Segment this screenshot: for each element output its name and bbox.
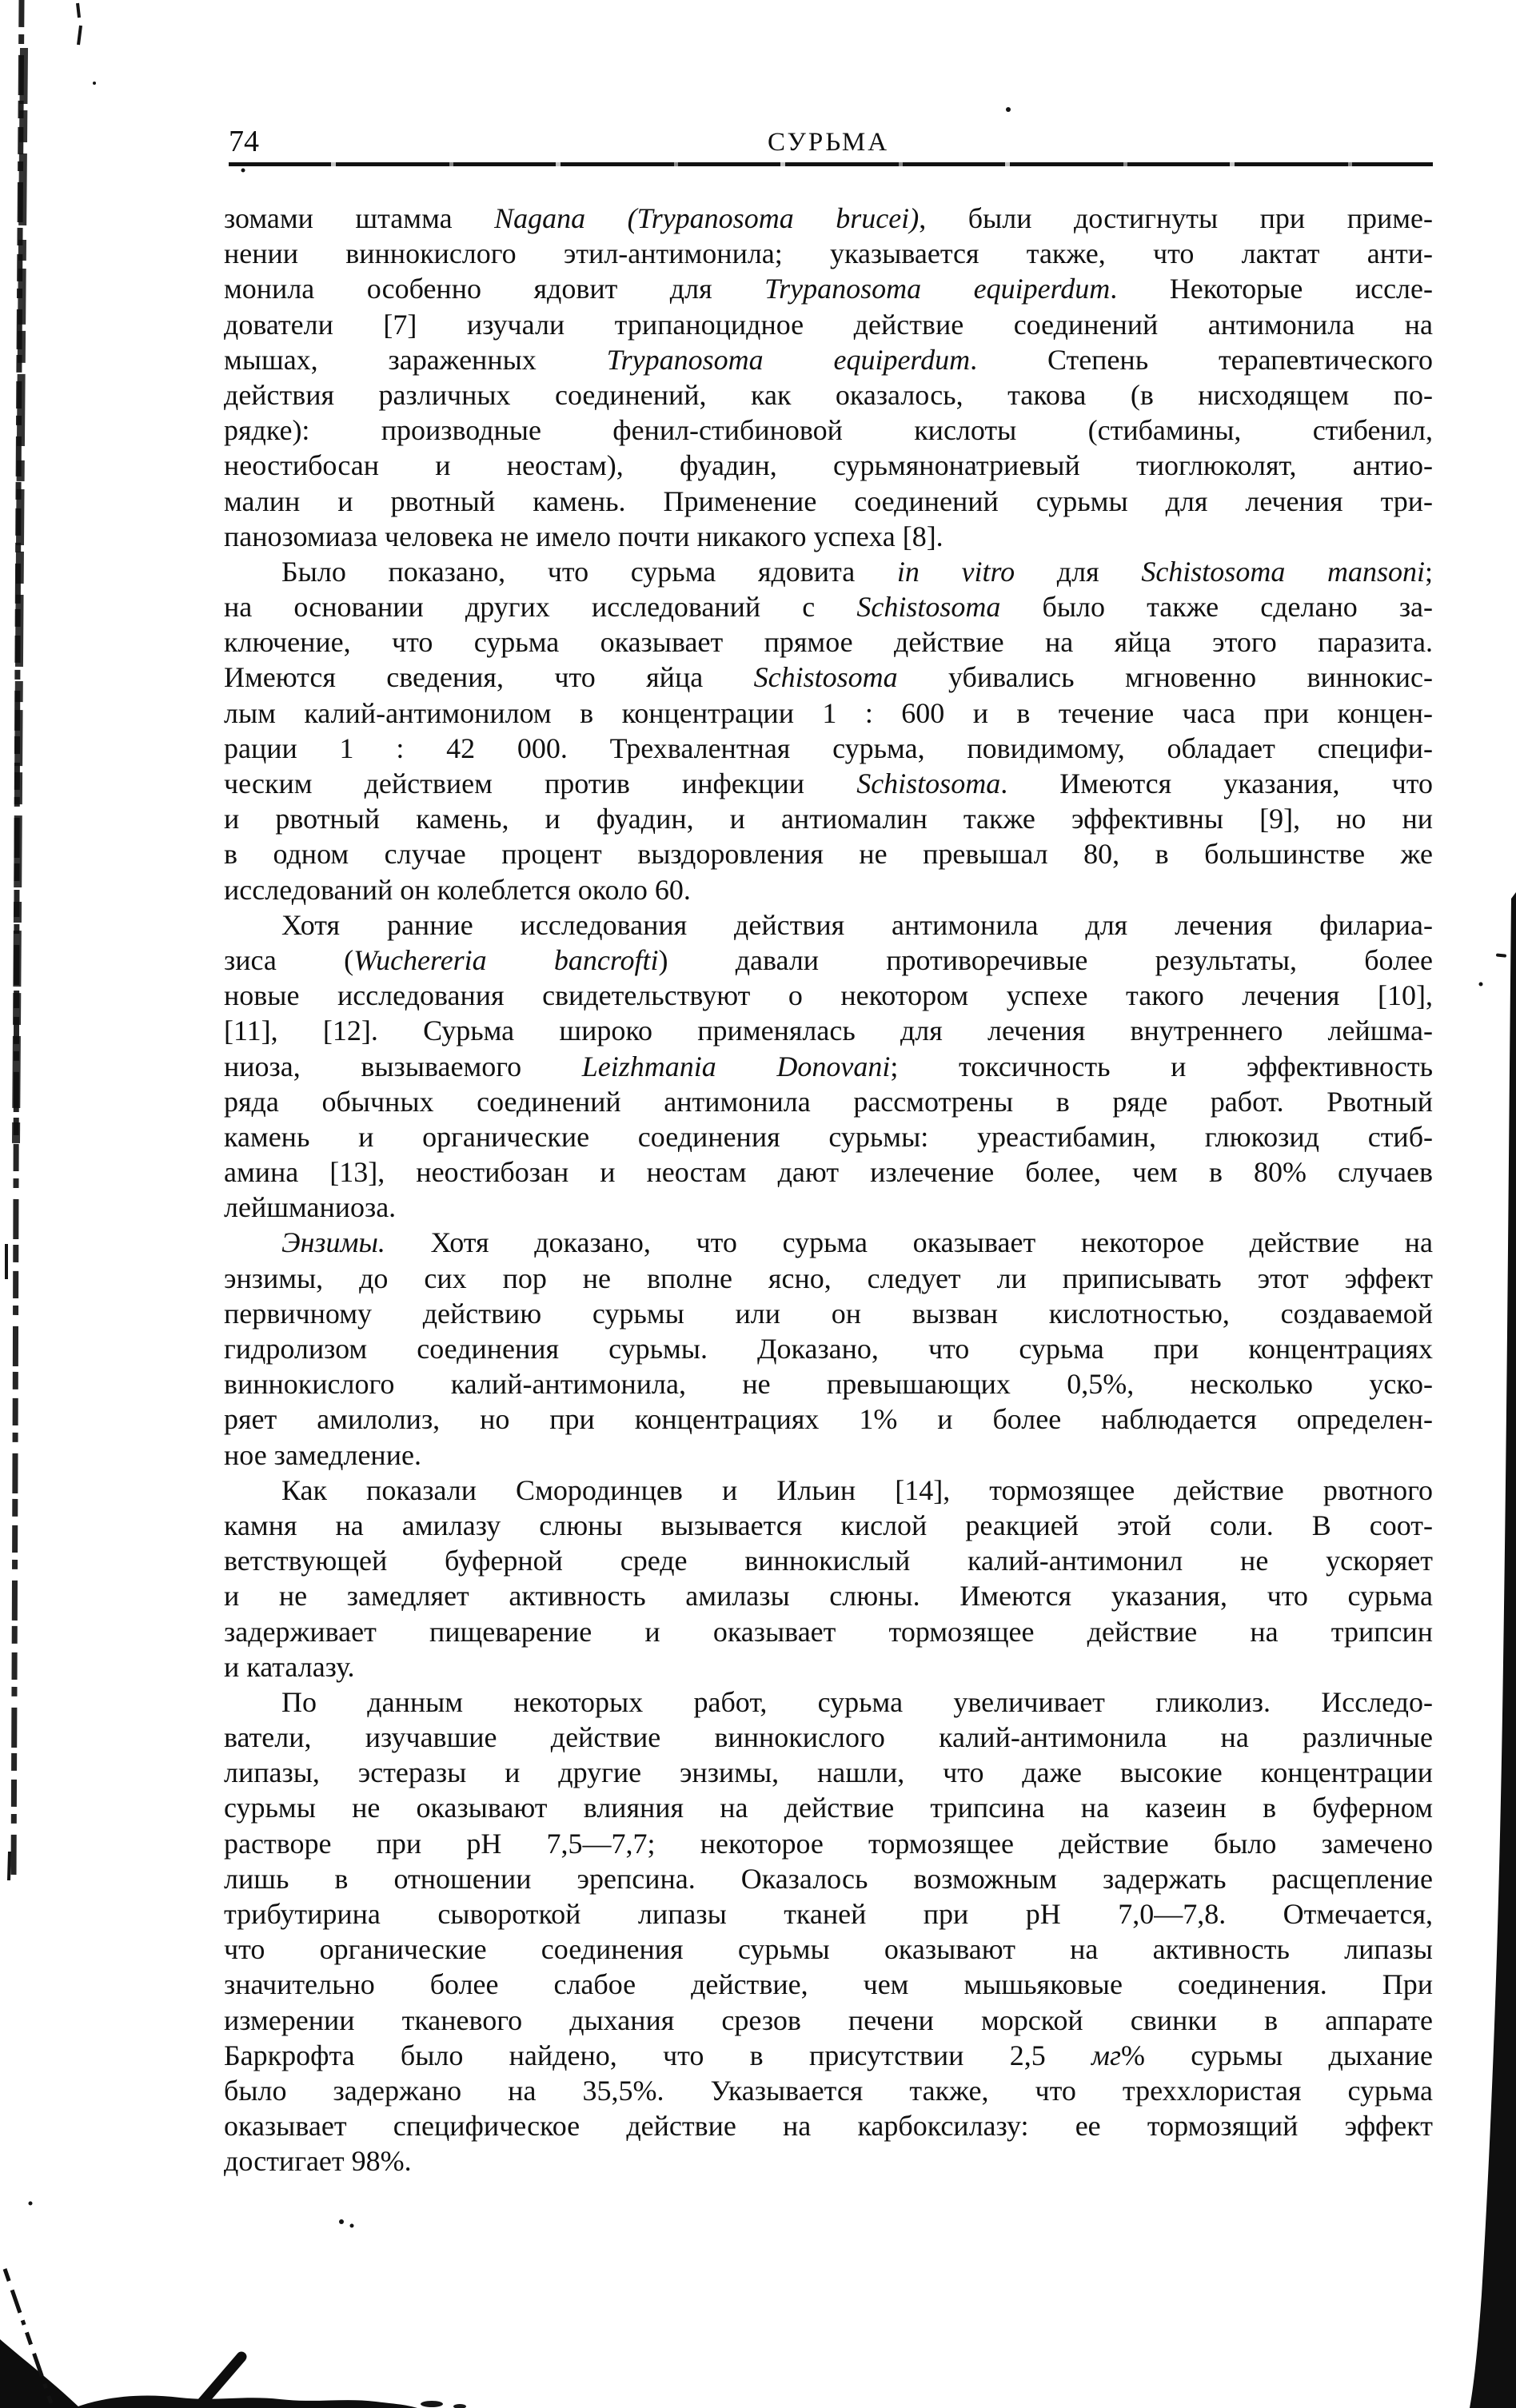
text-segment: лым калий-антимонилом в концентрации 1 : 600 и в течение часа при концен- bbox=[224, 696, 1433, 729]
text-line bbox=[224, 2143, 1433, 2179]
text-line bbox=[224, 766, 1433, 801]
text-segment: нении виннокислого этил-антимонила; указывается также, что лактат анти- bbox=[224, 237, 1433, 270]
text-segment: значительно более слабое действие, чем мышьяковые соединения. При bbox=[224, 1968, 1433, 2001]
text-segment: [11], [12]. Сурьма широко применялась для лечения внутреннего лейшма- bbox=[224, 1015, 1433, 1047]
italic-text-segment: in vitro bbox=[896, 555, 1015, 588]
left-margin-dash-marks bbox=[6, 1244, 10, 1880]
text-segment: зомами штамма bbox=[224, 202, 495, 234]
paragraph bbox=[224, 907, 1433, 1226]
text-line bbox=[224, 872, 1433, 907]
text-line bbox=[224, 1932, 1433, 1967]
text-segment: липазы, эстеразы и другие энзимы, нашли, что даже высокие концентрации bbox=[224, 1756, 1433, 1789]
text-segment: в одном случае процент выздоровления не превышал 80, в большинстве же bbox=[224, 838, 1433, 871]
text-line bbox=[224, 836, 1433, 871]
text-line bbox=[224, 1119, 1433, 1154]
text-segment: было задержано на 35,5%. Указывается также, что треххлористая сурьма bbox=[224, 2074, 1433, 2107]
text-line bbox=[224, 2003, 1433, 2038]
italic-text-segment: Schistosoma bbox=[856, 591, 1001, 624]
speck-dot bbox=[339, 2219, 344, 2224]
page-number: 74 bbox=[229, 125, 259, 158]
scan-binding-edge-left bbox=[14, 0, 22, 1879]
text-segment: Было показано, что сурьма ядовита bbox=[281, 555, 897, 588]
text-line bbox=[224, 1578, 1433, 1613]
page-fold-bottom-smudge bbox=[74, 2396, 417, 2408]
text-line bbox=[224, 1296, 1433, 1331]
text-segment: достигает 98%. bbox=[224, 2145, 412, 2178]
paragraph bbox=[224, 201, 1433, 554]
text-line bbox=[224, 660, 1433, 695]
text-segment: ; токсичность и эффективность bbox=[890, 1050, 1433, 1082]
speck-dot bbox=[350, 2224, 354, 2228]
paragraph bbox=[224, 554, 1433, 907]
text-line bbox=[224, 1790, 1433, 1825]
text-segment: По данным некоторых работ, сурьма увеличивает гликолиз. Исследо- bbox=[281, 1685, 1433, 1718]
speck-dot bbox=[93, 82, 96, 85]
italic-text-segment: Schistosoma mansoni bbox=[1141, 555, 1425, 588]
text-segment: сурьмы не оказывают влияния на действие трипсина на казеин в буферном bbox=[224, 1792, 1433, 1824]
text-line bbox=[224, 1508, 1433, 1543]
text-segment: растворе при pH 7,5—7,7; некоторое тормозящее действие было замечено bbox=[224, 1827, 1433, 1860]
text-segment: энзимы, до сих пор не вполне ясно, следует ли приписывать этот эффект bbox=[224, 1262, 1433, 1294]
text-segment: камня на амилазу слюны вызывается кислой реакцией этой соли. В соот- bbox=[224, 1509, 1433, 1541]
text-segment: гидролизом соединения сурьмы. Доказано, что сурьма при концентрациях bbox=[224, 1333, 1433, 1365]
text-segment: камень и органические соединения сурьмы: уреастибамин, глюкозид стиб- bbox=[224, 1120, 1433, 1153]
text-segment: ) давали противоречивые результаты, более bbox=[658, 943, 1433, 976]
paragraph bbox=[224, 1225, 1433, 1472]
text-line bbox=[224, 1261, 1433, 1296]
text-segment: ; bbox=[1424, 555, 1433, 588]
text-line bbox=[224, 907, 1433, 943]
right-margin-tick bbox=[1496, 953, 1506, 957]
text-line bbox=[224, 1755, 1433, 1790]
speck-below-rule bbox=[241, 169, 245, 173]
text-segment: неостибосан и неостам), фуадин, сурьмянонатриевый тиоглюколят, антио- bbox=[224, 449, 1433, 482]
text-line bbox=[224, 342, 1433, 377]
text-segment: убивались мгновенно виннокис- bbox=[897, 661, 1433, 694]
text-segment: ряет амилолиз, но при концентрациях 1% и более наблюдается определен- bbox=[224, 1403, 1433, 1436]
smudge-blob bbox=[453, 2404, 466, 2408]
text-segment: измерении тканевого дыхания срезов печени морской свинки в аппарате bbox=[224, 2003, 1433, 2036]
text-segment: ветствующей буферной среде виннокислый калий-антимонил не ускоряет bbox=[224, 1545, 1433, 1577]
text-line bbox=[224, 696, 1433, 731]
text-line bbox=[224, 978, 1433, 1013]
text-line bbox=[224, 624, 1433, 660]
text-line bbox=[224, 1720, 1433, 1755]
header-rule bbox=[229, 162, 1433, 166]
scan-binding-edge-left-heavy bbox=[16, 48, 24, 1143]
text-line bbox=[224, 377, 1433, 413]
text-line bbox=[224, 1649, 1433, 1684]
paragraph bbox=[224, 1473, 1433, 1684]
text-line bbox=[224, 2073, 1433, 2108]
text-line bbox=[224, 1013, 1433, 1048]
text-line bbox=[224, 1225, 1433, 1260]
text-segment: Как показали Смородинцев и Ильин [14], тормозящее действие рвотного bbox=[281, 1473, 1433, 1506]
text-segment: действия различных соединений, как оказалось, такова (в нисходящем по- bbox=[224, 378, 1433, 411]
text-line bbox=[224, 1366, 1433, 1401]
text-line bbox=[224, 1826, 1433, 1861]
text-line bbox=[224, 519, 1433, 554]
running-header-title: СУРЬМА bbox=[767, 128, 890, 157]
italic-text-segment: Энзимы. bbox=[281, 1226, 385, 1259]
text-segment: дователи [7] изучали трипаноцидное действие соединений антимонила на bbox=[224, 308, 1433, 341]
text-line bbox=[224, 413, 1433, 448]
italic-text-segment: Trypanosoma equiperdum bbox=[606, 343, 971, 376]
text-line bbox=[224, 554, 1433, 589]
text-line bbox=[224, 731, 1433, 766]
text-line bbox=[224, 1684, 1433, 1720]
page-fold-dashed-crease bbox=[5, 2269, 51, 2403]
page-fold-corner-triangle bbox=[0, 2339, 80, 2408]
text-segment: и не замедляет активность амилазы слюны. Имеются указания, что сурьма bbox=[224, 1580, 1433, 1613]
text-segment: лишь в отношении эрепсина. Оказалось возможным задержать расщепление bbox=[224, 1862, 1433, 1895]
text-segment: , были достигнуты при приме- bbox=[919, 202, 1433, 234]
text-line bbox=[224, 1967, 1433, 2002]
text-line bbox=[224, 1543, 1433, 1578]
text-segment: амина [13], неостибозан и неостам дают излечение более, чем в 80% случаев bbox=[224, 1156, 1433, 1189]
text-segment: % сурьмы дыхание bbox=[1121, 2039, 1433, 2071]
text-line bbox=[224, 2108, 1433, 2143]
text-segment: новые исследования свидетельствуют о некотором успехе такого лечения [10], bbox=[224, 979, 1433, 1012]
text-segment: задерживает пищеварение и оказывает тормозящее действие на трипсин bbox=[224, 1615, 1433, 1648]
text-segment: . Степень терапевтического bbox=[970, 343, 1433, 376]
text-segment: для bbox=[1015, 555, 1142, 588]
text-line bbox=[224, 484, 1433, 519]
text-line bbox=[224, 1437, 1433, 1473]
text-segment: ватели, изучавшие действие виннокислого калий-антимонила на различные bbox=[224, 1721, 1433, 1754]
text-segment: первичному действию сурьмы или он вызван кислотностью, создаваемой bbox=[224, 1297, 1433, 1330]
italic-text-segment: Schistosoma bbox=[856, 767, 1001, 799]
text-segment: оказывает специфическое действие на карбоксилазу: ее тормозящий эффект bbox=[224, 2110, 1433, 2143]
text-line bbox=[224, 271, 1433, 306]
scan-gutter-shadow-right bbox=[1470, 892, 1516, 2408]
top-left-specks bbox=[78, 3, 81, 45]
paragraph bbox=[224, 1684, 1433, 2179]
page-fold-check-stroke bbox=[201, 2357, 241, 2403]
text-segment: зиса ( bbox=[224, 943, 354, 976]
text-line bbox=[224, 236, 1433, 271]
speck-dot bbox=[29, 2202, 33, 2206]
text-segment: рядке): производные фенил-стибиновой кислоты (стибамины, стибенил, bbox=[224, 414, 1433, 447]
text-segment: Баркрофта было найдено, что в присутствии 2,5 bbox=[224, 2039, 1091, 2071]
text-segment: Хотя доказано, что сурьма оказывает некоторое действие на bbox=[385, 1226, 1433, 1259]
text-line bbox=[224, 1154, 1433, 1190]
text-segment: ческим действием против инфекции bbox=[224, 767, 857, 799]
text-line bbox=[224, 1861, 1433, 1896]
text-line bbox=[224, 1331, 1433, 1366]
text-segment: трибутирина сывороткой липазы тканей при pH 7,0—7,8. Отмечается, bbox=[224, 1898, 1433, 1930]
text-line bbox=[224, 1190, 1433, 1225]
text-line bbox=[224, 1614, 1433, 1649]
smudge-blob bbox=[421, 2401, 443, 2407]
italic-text-segment: Nagana (Trypanosoma brucei) bbox=[494, 202, 920, 234]
text-segment: . Некоторые иссле- bbox=[1110, 273, 1433, 305]
text-segment: рации 1 : 42 000. Трехвалентная сурьма, повидимому, обладает специфи- bbox=[224, 732, 1433, 764]
text-segment: ное замедление. bbox=[224, 1438, 421, 1471]
text-line bbox=[224, 943, 1433, 978]
text-segment: мышах, зараженных bbox=[224, 343, 607, 376]
text-line bbox=[224, 448, 1433, 483]
text-segment: и каталазу. bbox=[224, 1650, 355, 1683]
text-segment: ряда обычных соединений антимонила рассмотрены в ряде работ. Рвотный bbox=[224, 1085, 1433, 1118]
text-line bbox=[224, 201, 1433, 236]
text-segment: монила особенно ядовит для bbox=[224, 273, 765, 305]
text-column bbox=[224, 201, 1433, 2179]
text-segment: . Имеются указания, что bbox=[1000, 767, 1434, 799]
text-line bbox=[224, 589, 1433, 624]
text-line bbox=[224, 307, 1433, 342]
italic-text-segment: Wuchereria bancrofti bbox=[353, 943, 659, 976]
text-segment: виннокислого калий-антимонила, не превышающих 0,5%, несколько уско- bbox=[224, 1368, 1433, 1401]
text-segment: ключение, что сурьма оказывает прямое действие на яйца этого паразита. bbox=[224, 626, 1433, 659]
speck-above-title bbox=[1006, 107, 1011, 112]
text-segment: Имеются сведения, что яйца bbox=[224, 661, 754, 694]
text-line bbox=[224, 1401, 1433, 1437]
text-segment: панозомиаза человека не имело почти никакого успеха [8]. bbox=[224, 520, 944, 552]
right-margin-dot bbox=[1479, 983, 1483, 987]
italic-text-segment: Leizhmania Donovani bbox=[581, 1050, 891, 1082]
italic-text-segment: мг bbox=[1091, 2039, 1122, 2071]
text-segment: Хотя ранние исследования действия антимонила для лечения филариа- bbox=[281, 908, 1433, 941]
text-line bbox=[224, 801, 1433, 836]
text-segment: лейшманиоза. bbox=[224, 1191, 397, 1224]
text-line bbox=[224, 1049, 1433, 1084]
text-segment: было также сделано за- bbox=[1000, 591, 1434, 624]
italic-text-segment: Schistosoma bbox=[753, 661, 898, 694]
text-line bbox=[224, 1896, 1433, 1932]
text-segment: малин и рвотный камень. Применение соединений сурьмы для лечения три- bbox=[224, 484, 1433, 517]
text-segment: на основании других исследований с bbox=[224, 591, 857, 624]
text-segment: что органические соединения сурьмы оказывают на активность липазы bbox=[224, 1933, 1433, 1966]
text-segment: исследований он колеблется около 60. bbox=[224, 873, 691, 906]
text-line bbox=[224, 1473, 1433, 1508]
text-segment: ниоза, вызываемого bbox=[224, 1050, 582, 1082]
text-segment: и рвотный камень, и фуадин, и антиомалин также эффективны [9], но ни bbox=[224, 803, 1433, 835]
text-line bbox=[224, 2038, 1433, 2073]
text-line bbox=[224, 1084, 1433, 1119]
italic-text-segment: Trypanosoma equiperdum bbox=[764, 273, 1111, 305]
